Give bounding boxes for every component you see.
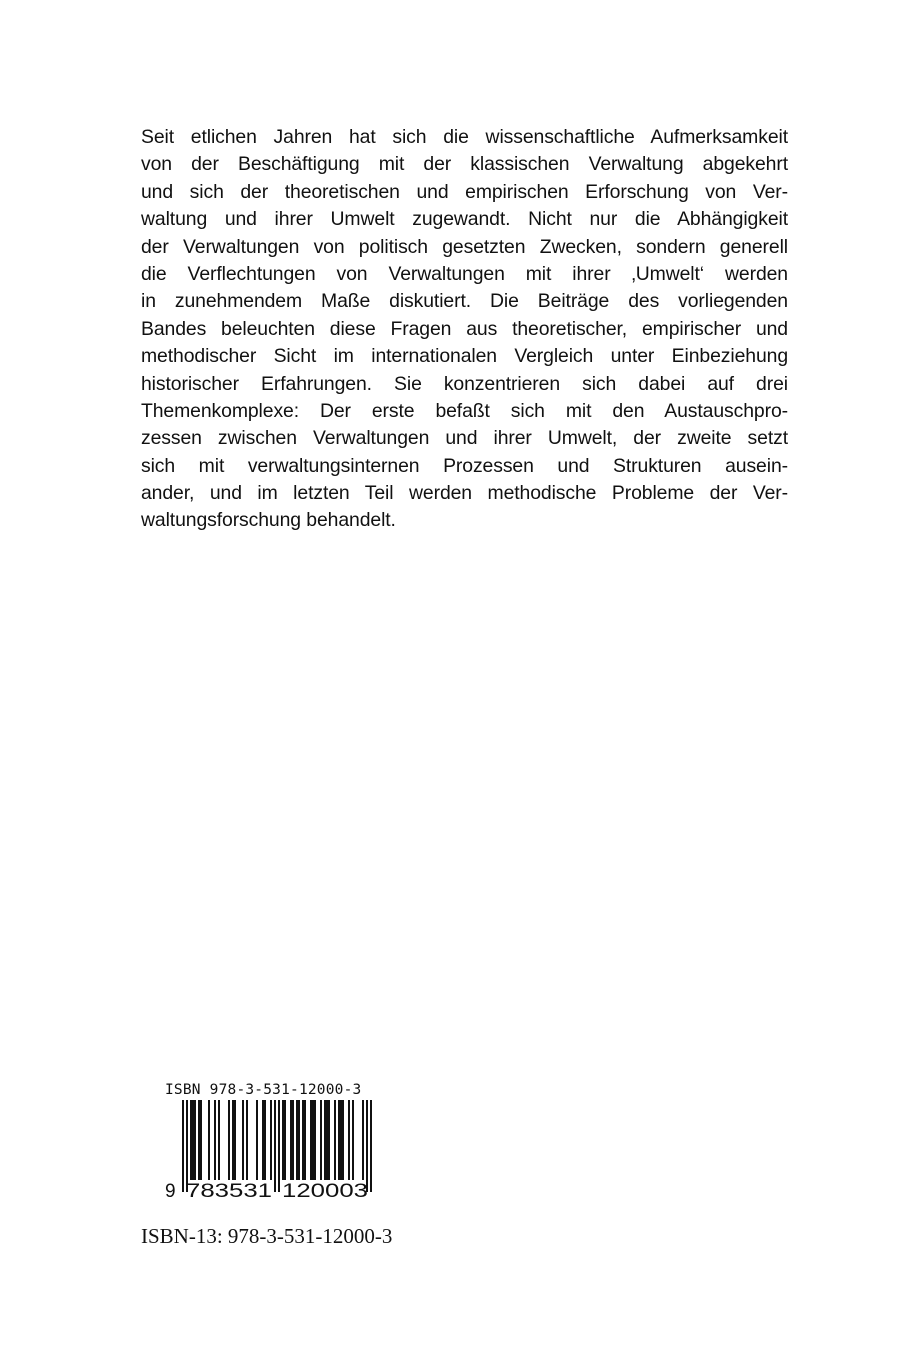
blurb-line: Bandes beleuchten diese Fragen aus theoretischer, empirischer und (141, 317, 788, 340)
blurb-line: Themenkomplexe: Der erste befaßt sich mit den Austauschpro- (141, 399, 788, 422)
barcode-bar (192, 1100, 194, 1180)
barcode-bar (314, 1100, 316, 1180)
barcode-bar (328, 1100, 330, 1180)
barcode-bar (208, 1100, 210, 1180)
barcode-bar (310, 1100, 312, 1180)
barcode-bar (256, 1100, 258, 1180)
barcode-isbn-header: ISBN 978-3-531-12000-3 (165, 1082, 362, 1098)
barcode-guard-bar (274, 1100, 276, 1192)
barcode-guard-bar (186, 1100, 188, 1192)
blurb-line: der Verwaltungen von politisch gesetzten Zwecken, sondern generell (141, 235, 788, 258)
barcode-bar (292, 1100, 294, 1180)
barcode-bar (334, 1100, 336, 1180)
blurb-line: die Verflechtungen von Verwaltungen mit ihrer ‚Umwelt‘ werden (141, 262, 788, 285)
barcode-bar (342, 1100, 344, 1180)
barcode-bar (290, 1100, 292, 1180)
barcode-bar (284, 1100, 286, 1180)
barcode-bar (218, 1100, 220, 1180)
barcode-left-digits: 783531 (186, 1181, 272, 1200)
isbn13-label: ISBN-13: 978-3-531-12000-3 (141, 1224, 393, 1248)
barcode-guard-bar (182, 1100, 184, 1192)
blurb-line: ander, und im letzten Teil werden methodische Probleme der Ver- (141, 482, 788, 505)
barcode-bar (228, 1100, 230, 1180)
barcode-bar (194, 1100, 196, 1180)
barcode-right-digits: 120003 (282, 1181, 368, 1200)
barcode-bar (262, 1100, 264, 1180)
barcode-bar (302, 1100, 304, 1180)
barcode-bar (232, 1100, 234, 1180)
barcode-bar (200, 1100, 202, 1180)
barcode-bar (298, 1100, 300, 1180)
barcode-guard-bar (278, 1100, 280, 1192)
barcode-bar (270, 1100, 272, 1180)
barcode-bar (296, 1100, 298, 1180)
barcode-bar (242, 1100, 244, 1180)
barcode-bar (312, 1100, 314, 1180)
barcode-bar (214, 1100, 216, 1180)
blurb-line: methodischer Sicht im internationalen Vergleich unter Einbeziehung (141, 345, 788, 368)
barcode-bar (340, 1100, 342, 1180)
barcode-bar (326, 1100, 328, 1180)
barcode (162, 1100, 392, 1200)
barcode-bar (304, 1100, 306, 1180)
barcode-bar (324, 1100, 326, 1180)
blurb-line: waltung und ihrer Umwelt zugewandt. Nicht nur die Abhängigkeit (141, 208, 788, 231)
barcode-bar (234, 1100, 236, 1180)
barcode-bar (282, 1100, 284, 1180)
barcode-bar (190, 1100, 192, 1180)
barcode-bar (198, 1100, 200, 1180)
blurb-text (141, 124, 788, 535)
barcode-bar (348, 1100, 350, 1180)
barcode-bar (352, 1100, 354, 1180)
blurb-line: Seit etlichen Jahren hat sich die wissenschaftliche Aufmerksamkeit (141, 126, 788, 148)
blurb-line: historischer Erfahrungen. Sie konzentrieren sich dabei auf drei (141, 372, 788, 395)
barcode-bar (362, 1100, 364, 1180)
barcode-bar (338, 1100, 340, 1180)
barcode-first-digit: 9 (165, 1181, 176, 1200)
barcode-bar (246, 1100, 248, 1180)
blurb-line: waltungsforschung behandelt. (141, 509, 396, 532)
blurb-line: und sich der theoretischen und empirischen Erforschung von Ver- (141, 180, 788, 203)
barcode-bar (320, 1100, 322, 1180)
blurb-line: zessen zwischen Verwaltungen und ihrer Umwelt, der zweite setzt (141, 427, 788, 450)
blurb-line: in zunehmendem Maße diskutiert. Die Beiträge des vorliegenden (141, 290, 788, 313)
barcode-bar (264, 1100, 266, 1180)
barcode-guard-bar (370, 1100, 372, 1192)
blurb-line: sich mit verwaltungsinternen Prozessen und Strukturen ausein- (141, 454, 788, 477)
barcode-guard-bar (366, 1100, 368, 1192)
barcode-bars (182, 1100, 372, 1192)
blurb-line: von der Beschäftigung mit der klassischen Verwaltung abgekehrt (141, 153, 788, 176)
